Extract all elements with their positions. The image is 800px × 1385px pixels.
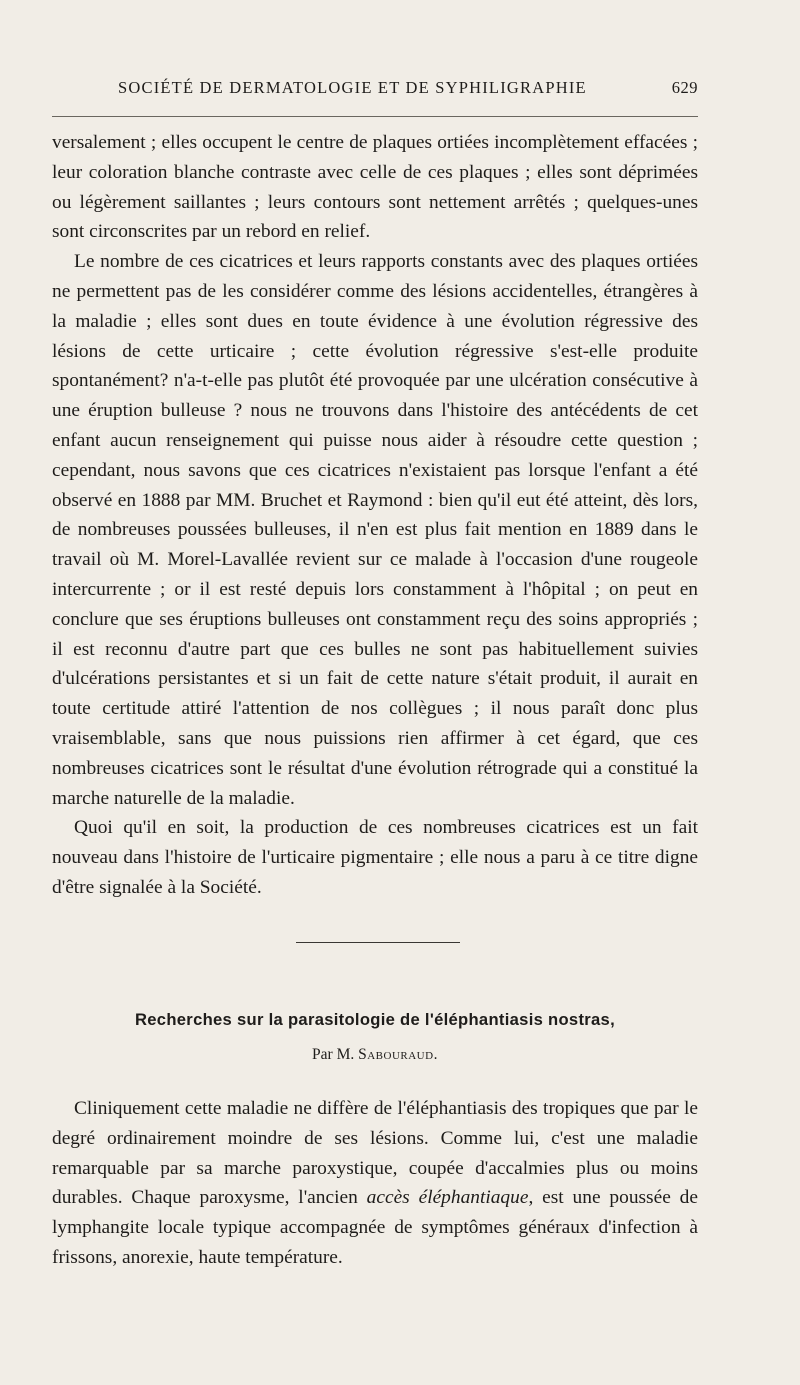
article-text-end: , est une poussée de lymphangite locale typique accompagnée de symptômes généraux d'infection à frissons, anorexie, haute température. xyxy=(52,1187,698,1268)
header-rule xyxy=(52,116,698,117)
article-text-italic: accès éléphantiaque xyxy=(366,1187,529,1209)
paragraph-cicatrices: Le nombre de ces cicatrices et leurs rapports constants avec des plaques ortiées ne permettent pas de les considérer comme des lésions accidentelles, étrangères à la maladie ; elles sont dues en toute évidence à une évolution régressive des lésions de cette urticaire ; cette évolution régressive s'est-elle produite spontanément? n'a-t-elle pas plutôt été provoquée par une ulcération consécutive à une éruption bulleuse ? nous ne trouvons dans l'histoire des antécédents de cet enfant aucun renseignement qui puisse nous aider à résoudre cette question ; cependant, nous savons que ces cicatrices n'existaient pas lorsque l'enfant a été observé en 1888 par MM. Bruchet et Raymond : bien qu'il eut été atteint, dès lors, de nombreuses poussées bulleuses, il n'en est plus fait mention en 1889 dans le travail où M. Morel-Lavallée revient sur ce malade à l'occasion d'une rougeole intercurrente ; or il est resté depuis lors constamment à l'hôpital ; on peut en conclure que ses éruptions bulleuses ont constamment reçu des soins appropriés ; il est reconnu d'autre part que ces bulles ne sont pas habituellement suivies d'ulcérations persistantes et si un fait de cette nature s'était produit, il aurait en toute certitude attiré l'attention de nos collègues ; il nous paraît donc plus vraisemblable, sans que nous puissions rien affirmer à cet égard, que ces nombreuses cicatrices sont le résultat d'une évolution rétrograde qui a constitué la marche naturelle de la maladie. xyxy=(52,251,698,809)
page-number: 629 xyxy=(671,78,698,97)
running-title: SOCIÉTÉ DE DERMATOLOGIE ET DE SYPHILIGRAPHIE xyxy=(118,78,587,97)
running-header xyxy=(118,78,698,102)
paragraph-continuation: versalement ; elles occupent le centre de plaques ortiées incomplètement effacées ; leur coloration blanche contraste avec celle de ces plaques ; elles sont déprimées ou légèrement saillantes ; leurs contours sont nettement arrêtés ; quelques-unes sont circonscrites par un rebord en relief. xyxy=(52,132,698,243)
section-divider xyxy=(296,942,460,943)
article-paragraph xyxy=(52,1094,698,1273)
article-body xyxy=(52,1094,698,1273)
byline-prefix: Par M. xyxy=(312,1046,355,1063)
body-text xyxy=(52,128,698,903)
author-name: Sabouraud. xyxy=(358,1046,438,1063)
paragraph-conclusion: Quoi qu'il en soit, la production de ces nombreuses cicatrices est un fait nouveau dans l'histoire de l'urticaire pigmentaire ; elle nous a paru à ce titre digne d'être signalée à la Société. xyxy=(52,817,698,898)
article-text-start: Cliniquement cette maladie ne diffère de l'éléphantiasis des tropiques que par le degré ordinairement moindre de ses lésions. Comme lui, c'est une maladie remarquable par sa marche paroxystique, coupée d'accalmies plus ou moins durables. Chaque paroxysme, l'ancien xyxy=(52,1098,698,1209)
byline xyxy=(52,1046,698,1064)
article-title: Recherches sur la parasitologie de l'éléphantiasis nostras, xyxy=(135,1010,615,1029)
